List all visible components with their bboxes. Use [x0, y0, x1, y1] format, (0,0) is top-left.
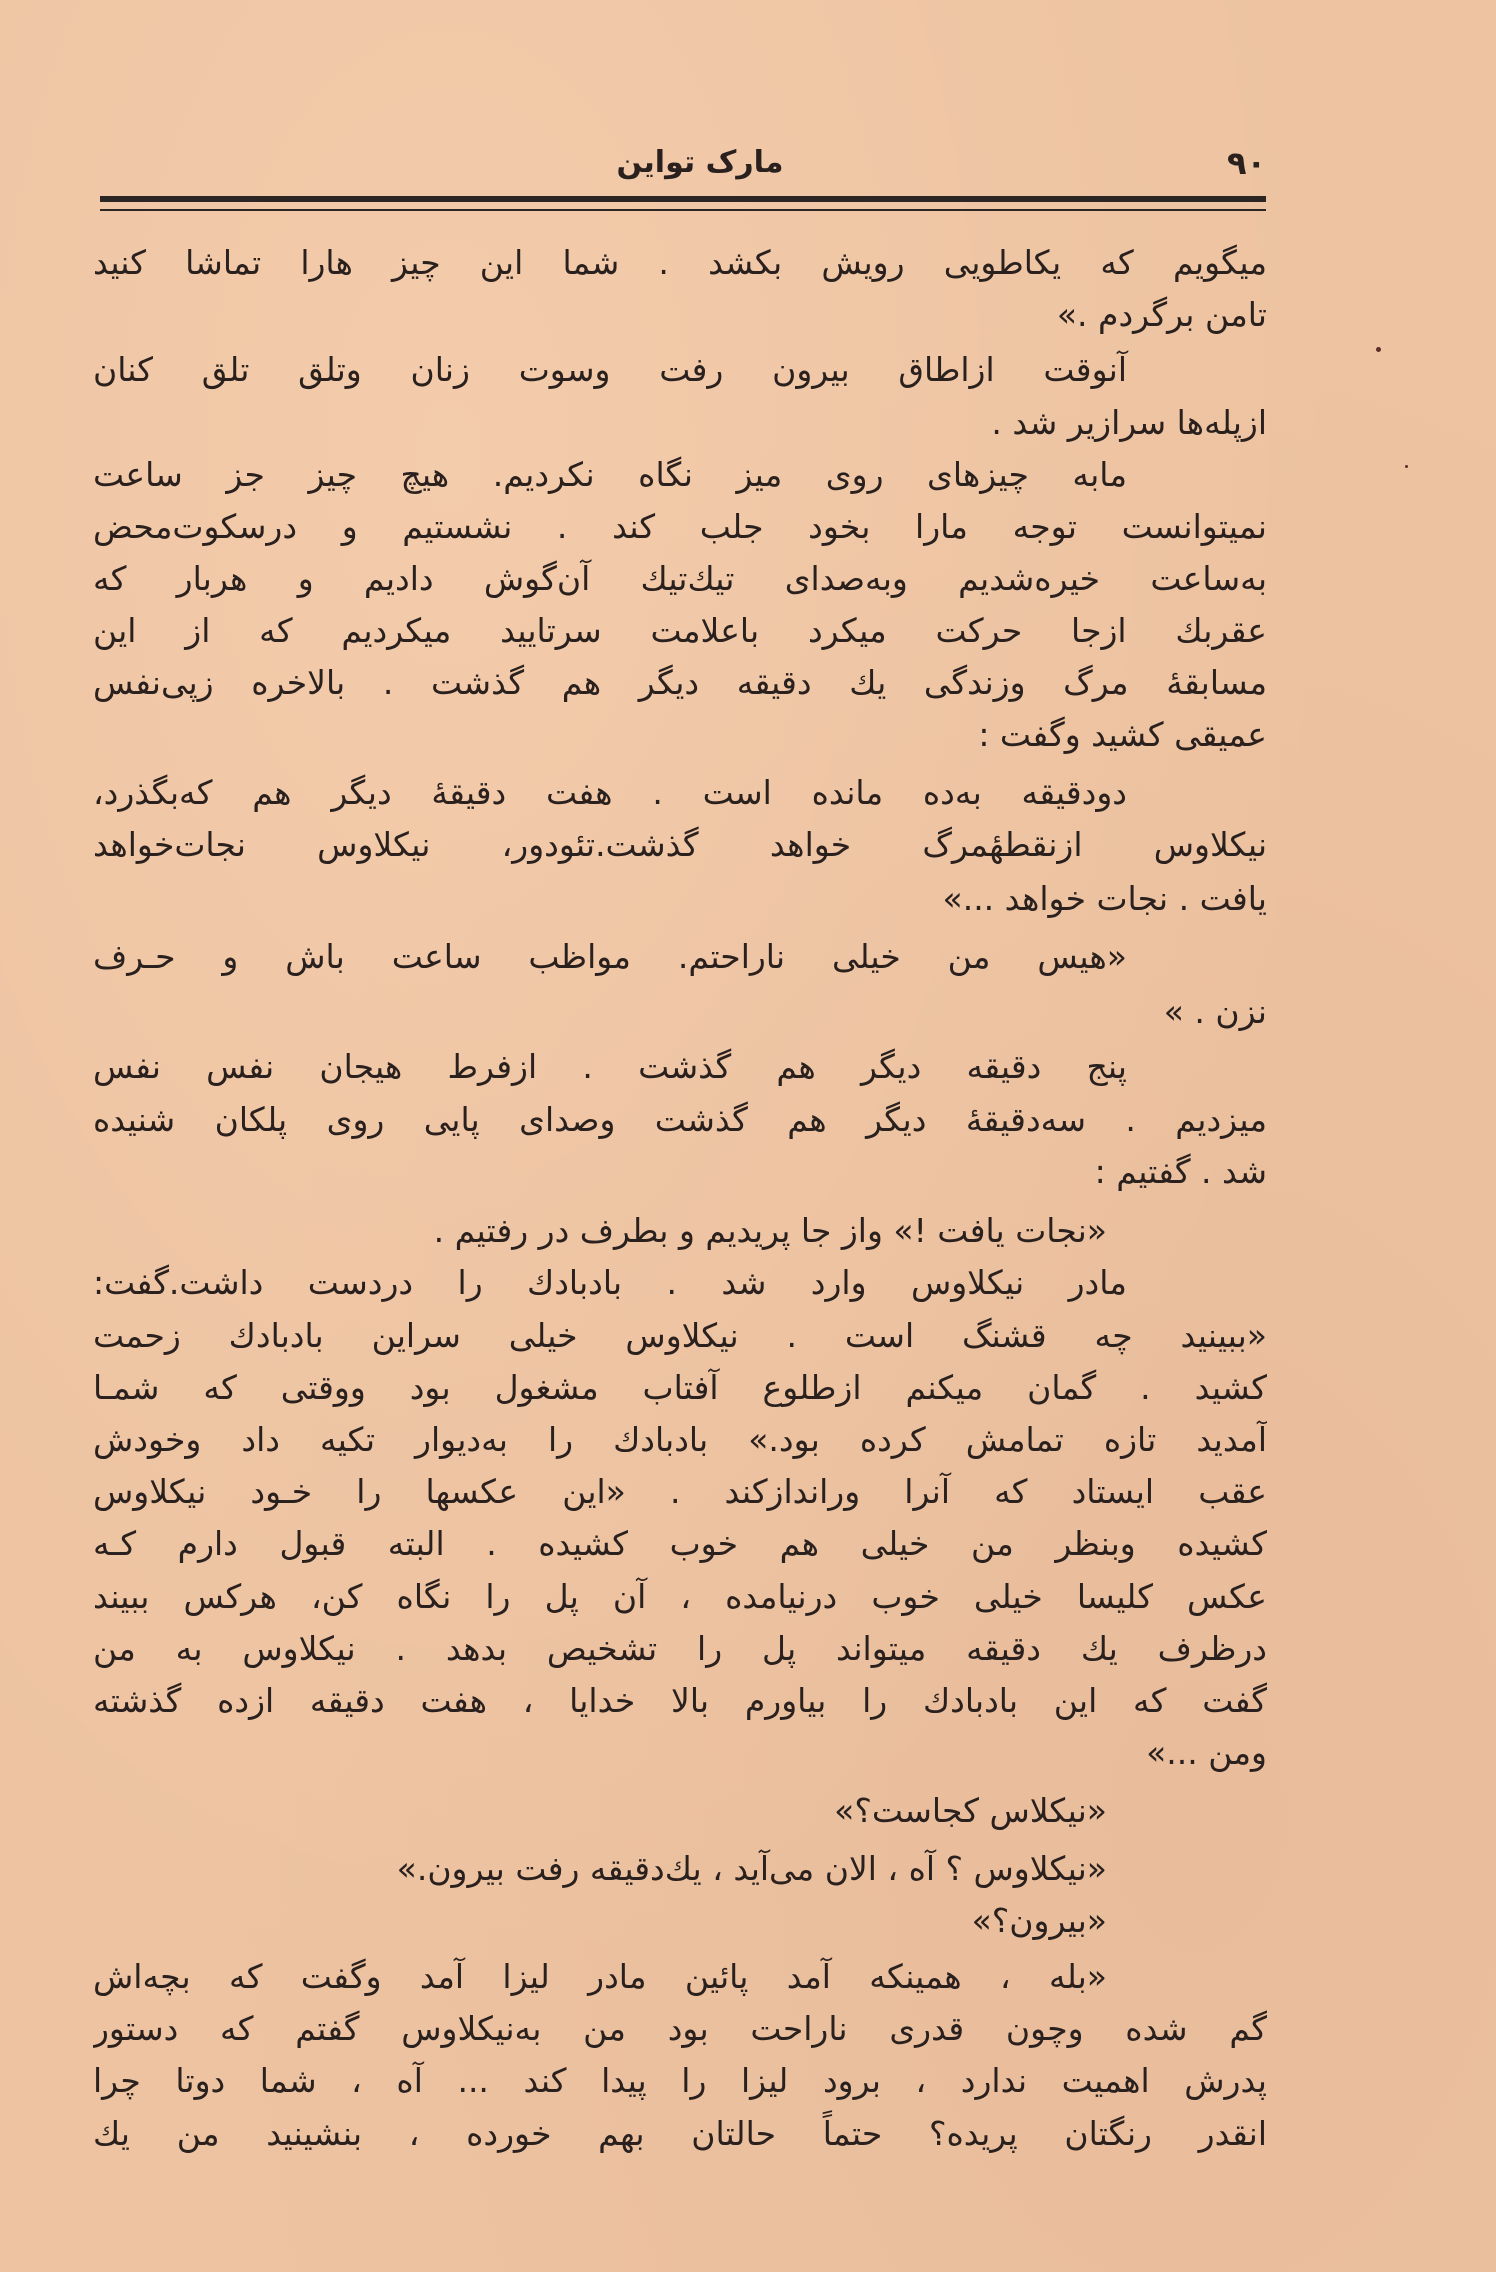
page-number: ۹۰ — [1226, 144, 1266, 182]
text-line: پدرش اهمیت ندارد ، برود لیزا را پیدا کند ... آه ، شما دوتا چرا — [93, 2061, 1267, 2100]
text-line: میزدیم . سه‌دقیقهٔ دیگر هم گذشت وصدای پایی روی پلکان شنیده — [93, 1100, 1267, 1139]
text-line: «بیرون؟» — [971, 1901, 1107, 1940]
text-line: گم شده وچون قدری ناراحت بود من به‌نیکلاوس گفتم که دستور — [93, 2009, 1267, 2048]
text-line: «نیکلاوس ؟ آه ، الان می‌آید ، یك‌دقیقه رفت بیرون.» — [396, 1849, 1107, 1888]
text-line: به‌ساعت خیره‌شدیم وبه‌صدای تیك‌تیك آن‌گوش دادیم و هربار که — [93, 559, 1267, 598]
paper-speck — [1376, 347, 1381, 352]
text-line: گفت که این بادبادك را بیاورم بالا خدایا ، هفت دقیقه ازده گذشته — [93, 1681, 1267, 1720]
text-line: ازپله‌ها سرازیر شد . — [991, 403, 1267, 442]
text-line: تامن برگردم .» — [1056, 295, 1267, 334]
text-line: کشیده وبنظر من خیلی هم خوب کشیده . البته قبول دارم کـه — [93, 1524, 1267, 1563]
text-line: مادر نیکلاوس وارد شد . بادبادك را دردست داشت.گفت: — [93, 1263, 1127, 1302]
text-line: عمیقی کشید وگفت : — [978, 715, 1267, 754]
header-rule-thin — [100, 209, 1266, 211]
text-line: آمدید تازه تمامش کرده بود.» بادبادك را به‌دیوار تکیه داد وخودش — [93, 1420, 1267, 1459]
text-line: مابه چیزهای روی میز نگاه نکردیم. هیچ چیز جز ساعت — [93, 455, 1127, 494]
text-line: میگویم که یكاطویی رویش بکشد . شما این چیز هارا تماشا کنید — [93, 243, 1267, 282]
text-line: ومن ...» — [1146, 1733, 1267, 1772]
text-line: یافت . نجات خواهد ...» — [942, 879, 1267, 918]
running-header-title: مارک تواین — [616, 145, 784, 180]
text-line: «نیکلاس کجاست؟» — [834, 1791, 1107, 1830]
text-line: عقربك ازجا حرکت میکرد باعلامت سرتایید میکردیم که از این — [93, 611, 1267, 650]
text-line: نمیتوانست توجه مارا بخود جلب کند . نشستیم و درسکوت‌محض — [93, 507, 1267, 546]
text-line: عکس کلیسا خیلی خوب درنیامده ، آن پل را نگاه کن، هرکس ببیند — [93, 1577, 1267, 1616]
header-rule-thick — [100, 196, 1266, 202]
text-line: آنوقت ازاطاق بیرون رفت وسوت زنان وتلق تلق کنان — [93, 350, 1127, 389]
text-line: درظرف یك دقیقه میتواند پل را تشخیص بدهد . نیکلاوس به من — [93, 1629, 1267, 1668]
text-line: نزن . » — [1163, 992, 1267, 1031]
text-line: انقدر رنگتان پریده؟ حتماً حالتان بهم خورده ، بنشینید من یك — [93, 2114, 1267, 2153]
text-line: مسابقهٔ مرگ وزندگی یك دقیقه دیگر هم گذشت . بالاخره زپی‌نفس — [93, 663, 1267, 702]
text-line: پنج دقیقه دیگر هم گذشت . ازفرط هیجان نفس نفس — [93, 1047, 1127, 1086]
text-line: شد . گفتیم : — [1094, 1152, 1267, 1191]
text-line: عقب ایستاد که آنرا وراندازکند . «این عکسها را خـود نیکلاوس — [93, 1472, 1267, 1511]
paper-speck — [1405, 465, 1408, 468]
text-line: کشید . گمان میکنم ازطلوع آفتاب مشغول بود ووقتی که شمـا — [93, 1368, 1267, 1407]
text-line: نیکلاوس ازنقطهٔمرگ خواهد گذشت.تئودور، نیکلاوس نجات‌خواهد — [93, 825, 1267, 864]
text-line: «ببینید چه قشنگ است . نیکلاوس خیلی سراین بادبادك زحمت — [93, 1316, 1267, 1355]
text-line: «بله ، همینکه آمد پائین مادر لیزا آمد وگفت که بچه‌اش — [93, 1957, 1107, 1996]
text-line: دودقیقه به‌ده مانده است . هفت دقیقهٔ دیگر هم که‌بگذرد، — [93, 773, 1127, 812]
text-line: «هیس من خیلی ناراحتم. مواظب ساعت باش و حـرف — [93, 937, 1127, 976]
text-line: «نجات یافت !» واز جا پریدیم و بطرف در رفتیم . — [433, 1211, 1107, 1250]
